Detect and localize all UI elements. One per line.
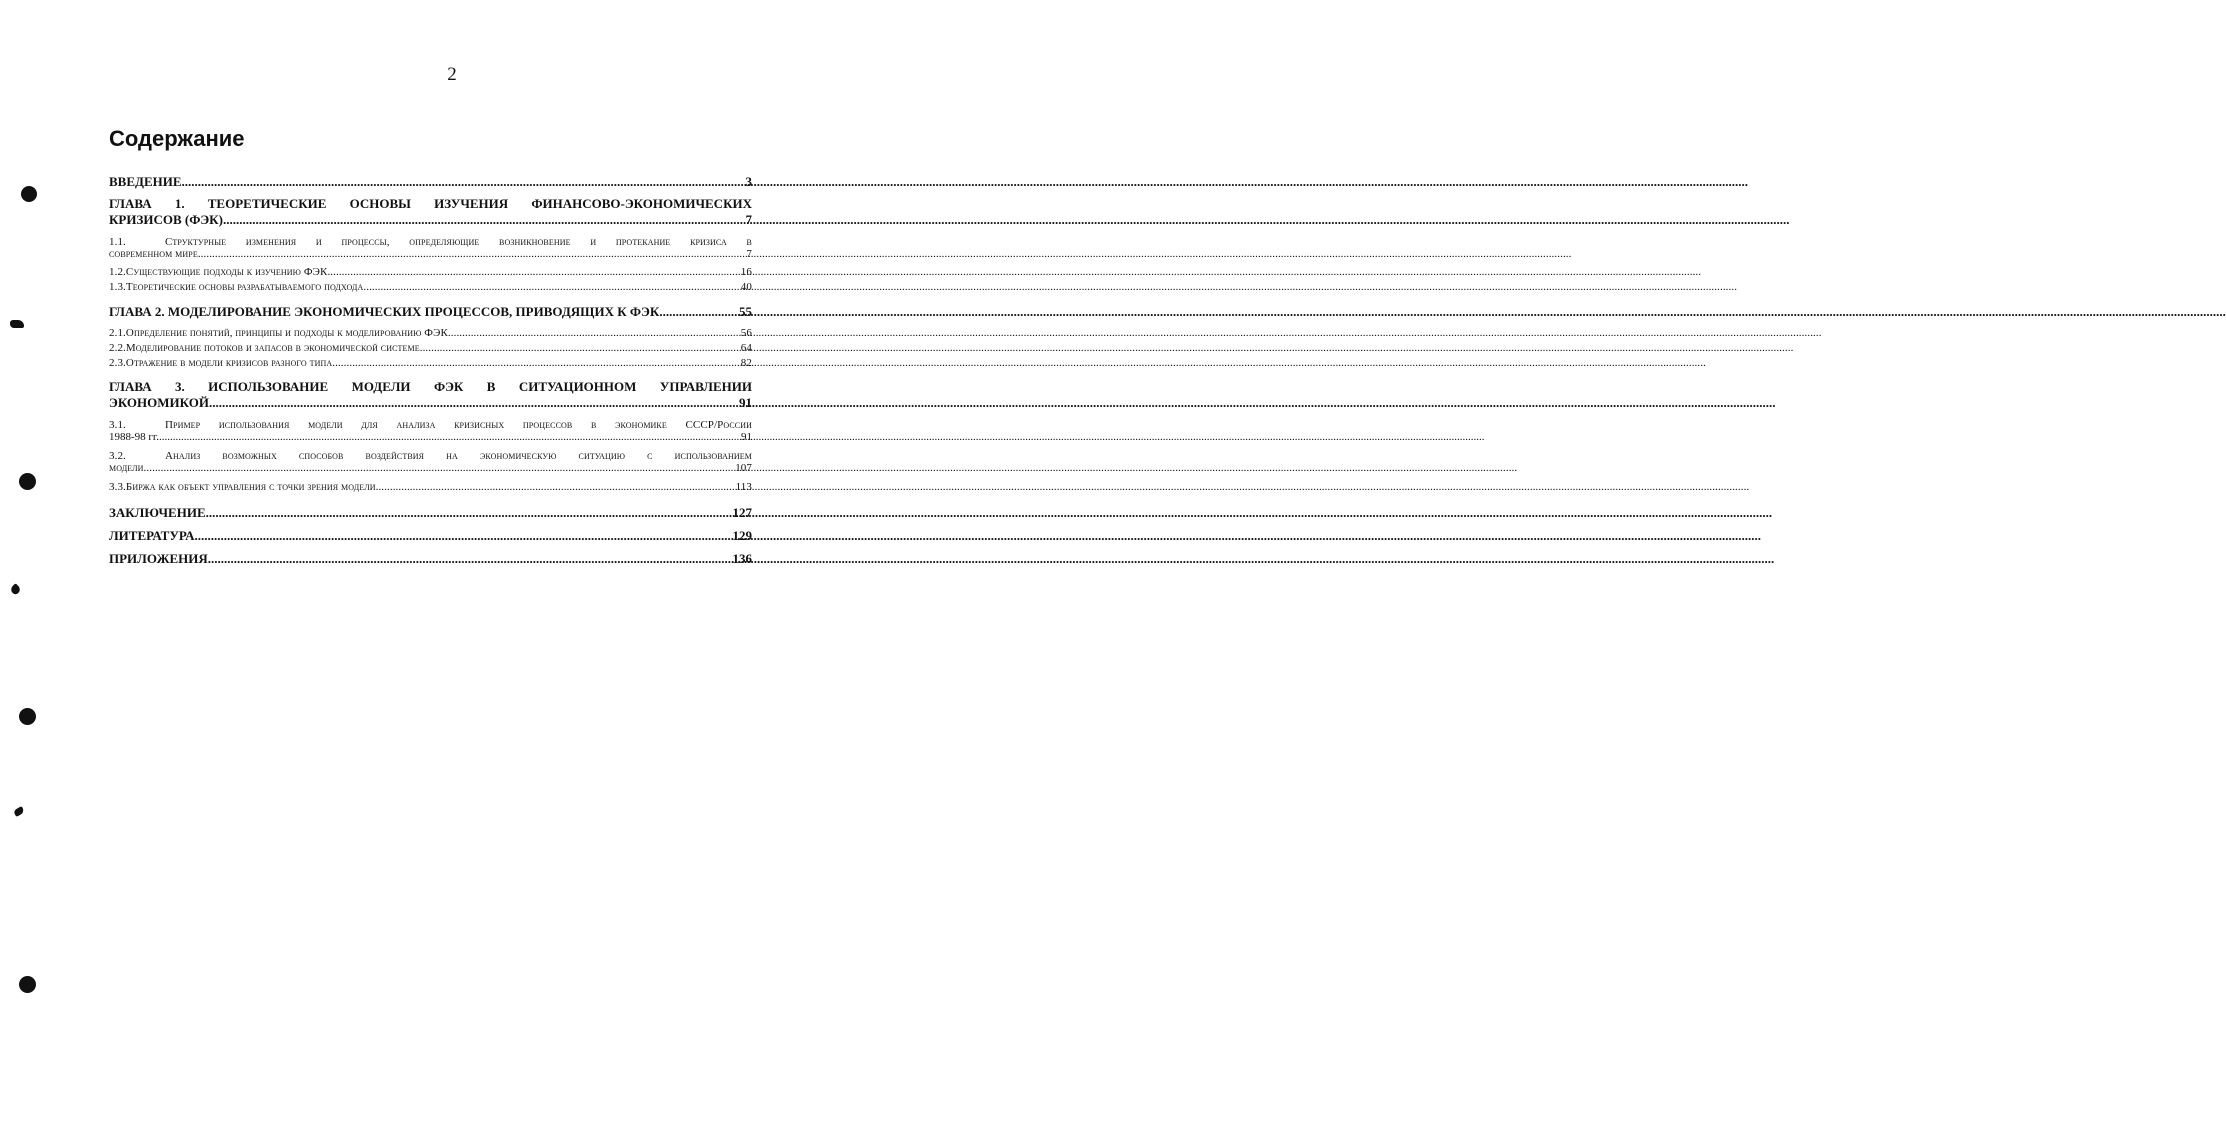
toc-entry-chapter-1[interactable] <box>109 196 752 228</box>
toc-entry-literature[interactable] <box>109 528 752 544</box>
toc-entry-section-1-2[interactable] <box>109 266 752 278</box>
toc-entry-label-line1: ГЛАВА 1. ТЕОРЕТИЧЕСКИЕ ОСНОВЫ ИЗУЧЕНИЯ ФИНАНСОВО-ЭКОНОМИЧЕСКИХ <box>109 196 752 211</box>
toc-entry-section-2-2[interactable] <box>109 342 752 354</box>
scan-mark <box>9 583 22 596</box>
toc-entry-label-line2: модели <box>109 462 144 474</box>
scan-mark <box>10 320 24 328</box>
leader-dots <box>448 327 741 339</box>
toc-entry-chapter-3[interactable] <box>109 379 752 411</box>
toc-entry-label-line2: современном мире <box>109 248 198 260</box>
toc-section-number: 1.1. <box>109 236 126 248</box>
leader-dots <box>332 357 741 369</box>
toc-title: Содержание <box>109 126 245 151</box>
toc-entry-page: 56 <box>740 327 752 339</box>
binder-hole <box>19 708 36 725</box>
leader-dots <box>144 462 736 474</box>
toc-entry-page: 91 <box>741 431 752 443</box>
toc-entry-page: 107 <box>735 462 752 474</box>
scan-mark <box>13 806 25 817</box>
toc-section-number: 3.2. <box>109 450 126 462</box>
toc-entry-page: 16 <box>740 266 752 278</box>
leader-dots <box>159 431 741 443</box>
toc-entry-section-1-1[interactable] <box>109 236 752 260</box>
toc-entry-label: ЗАКЛЮЧЕНИЕ <box>109 505 206 520</box>
toc-entry-label-line1: ГЛАВА 3. ИСПОЛЬЗОВАНИЕ МОДЕЛИ ФЭК В СИТУАЦИОННОМ УПРАВЛЕНИИ <box>109 379 752 394</box>
leader-dots <box>182 174 746 190</box>
toc-entry-page: 82 <box>740 357 752 369</box>
leader-dots <box>376 481 736 493</box>
toc-entry-page: 113 <box>735 481 752 493</box>
leader-dots <box>195 528 733 544</box>
leader-dots <box>327 266 740 278</box>
toc-entry-page: 127 <box>732 505 752 520</box>
toc-section-number: 3.1. <box>109 419 126 431</box>
leader-dots <box>198 248 747 260</box>
toc-entry-label-line2: КРИЗИСОВ (ФЭК) <box>109 212 223 227</box>
toc-entry-label: Существующие подходы к изучению ФЭК <box>125 266 328 278</box>
toc-entry-page: 91 <box>739 395 752 410</box>
page-number: 2 <box>447 64 457 85</box>
leader-dots <box>206 505 733 521</box>
toc-section-number: 3.3. <box>109 481 126 493</box>
toc-entry-conclusion[interactable] <box>109 505 752 521</box>
toc-entry-page: 55 <box>739 304 752 319</box>
toc-entry-section-3-3[interactable] <box>109 481 752 493</box>
toc-section-number: 2.1. <box>109 327 126 339</box>
toc-entry-label: Биржа как объект управления с точки зрения модели <box>125 481 376 493</box>
toc-entry-page: 64 <box>740 342 752 354</box>
toc-entry-section-2-3[interactable] <box>109 357 752 369</box>
toc-entry-label-line1: Пример использования модели для анализа кризисных процессов в экономике СССР/России <box>165 419 752 431</box>
toc-entry-label: ПРИЛОЖЕНИЯ <box>109 551 208 566</box>
leader-dots <box>208 551 733 567</box>
toc-entry-label-line2: ЭКОНОМИКОЙ <box>109 395 209 410</box>
leader-dots <box>363 281 740 293</box>
toc-section-number: 1.3. <box>109 281 126 293</box>
toc-entry-section-3-2[interactable] <box>109 450 752 474</box>
leader-dots <box>223 212 746 228</box>
toc-entry-page: 3 <box>745 174 752 189</box>
toc-entry-label: ЛИТЕРАТУРА <box>109 528 195 543</box>
toc-entry-introduction[interactable] <box>109 174 752 190</box>
toc-entry-appendix[interactable] <box>109 551 752 567</box>
leader-dots <box>209 395 739 411</box>
toc-section-number: 1.2. <box>109 266 126 278</box>
toc-entry-page: 7 <box>746 248 752 260</box>
toc-section-number: 2.2. <box>109 342 126 354</box>
toc-entry-page: 136 <box>732 551 752 566</box>
leader-dots <box>659 304 739 320</box>
toc-entry-label: Моделирование потоков и запасов в экономической системе <box>125 342 420 354</box>
leader-dots <box>420 342 741 354</box>
toc-entry-page: 40 <box>740 281 752 293</box>
toc-entry-label: ВВЕДЕНИЕ <box>109 174 182 189</box>
toc-entry-label: Определение понятий, принципы и подходы к моделированию ФЭК <box>125 327 448 339</box>
toc-entry-label-line1: Структурные изменения и процессы, определяющие возникновение и протекание кризиса в <box>165 236 752 248</box>
toc-entry-label: ГЛАВА 2. МОДЕЛИРОВАНИЕ ЭКОНОМИЧЕСКИХ ПРОЦЕССОВ, ПРИВОДЯЩИХ К ФЭК <box>109 304 660 319</box>
binder-hole <box>19 976 36 993</box>
toc-entry-label-line2: 1988-98 гг. <box>109 431 159 443</box>
toc-entry-page: 7 <box>745 212 752 227</box>
toc-entry-section-3-1[interactable] <box>109 419 752 443</box>
toc-entry-section-2-1[interactable] <box>109 327 752 339</box>
binder-hole <box>21 186 37 202</box>
toc-entry-page: 129 <box>732 528 752 543</box>
toc-section-number: 2.3. <box>109 357 126 369</box>
toc-entry-section-1-3[interactable] <box>109 281 752 293</box>
binder-hole <box>19 473 36 490</box>
toc-entry-label: Теоретические основы разрабатываемого подхода <box>125 281 364 293</box>
toc-entry-label-line1: Анализ возможных способов воздействия на экономическую ситуацию с использованием <box>165 450 752 462</box>
toc-entry-chapter-2[interactable] <box>109 304 752 320</box>
toc-entry-label: Отражение в модели кризисов разного типа <box>125 357 333 369</box>
